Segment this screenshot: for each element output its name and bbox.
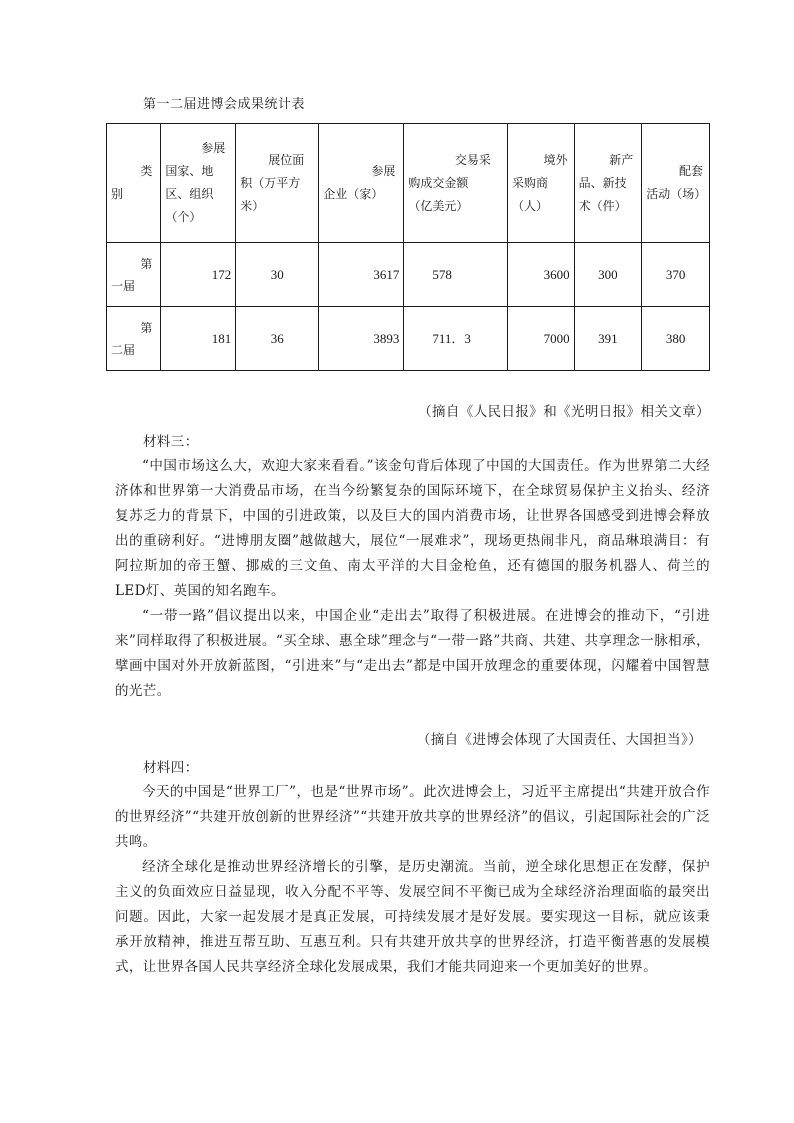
table-row [107, 307, 710, 371]
header-new-products: 新产 品、新技 术（件） [574, 124, 642, 243]
material3-body [115, 454, 710, 704]
header-buyers: 境外 采购商 （人） [507, 124, 574, 243]
table-cell: 3600 [507, 243, 574, 307]
header-countries: 参展 国家、地 区、组织 （个） [161, 124, 236, 243]
header-category [107, 124, 161, 243]
paragraph: “一带一路”倡议提出以来，中国企业“走出去”取得了积极进展。在进博会的推动下，“引进来”同样取得了积极进展。“买全球、惠全球”理念与“一带一路”共商、共建、共享理念一脉相承，擘画中国对外开放新蓝图，“引进来”与“走出去”都是中国开放理念的重要体现，闪耀着中国智慧的光芒。 [115, 608, 710, 699]
table-cell: 391 [574, 307, 642, 371]
table-cell: 36 [236, 307, 319, 371]
paragraph: 今天的中国是“世界工厂”，也是“世界市场”。此次进博会上，习近平主席提出“共建开放合作的世界经济”“共建开放创新的世界经济”“共建开放共享的世界经济”的倡议，引起国际社会的广泛共鸣。 [115, 784, 710, 850]
table-caption: 第一二届进博会成果统计表 [143, 97, 306, 112]
table-cell: 172 [161, 243, 236, 307]
table-header-row [107, 124, 710, 243]
source-note-1: （摘自《人民日报》和《光明日报》相关文章） [418, 404, 710, 420]
table-cell: 3893 [319, 307, 404, 371]
table-cell: 370 [642, 243, 710, 307]
paragraph: “中国市场这么大，欢迎大家来看看。”该金句背后体现了中国的大国责任。作为世界第二大经济体和世界第一大消费品市场，在当今纷繁复杂的国际环境下，在全球贸易保护主义抬头、经济复苏乏力的背景下，中国的引进政策，以及巨大的国内消费市场，让世界各国感受到进博会释放出的重磅利好。“进博朋友圈”越做越大，展位“一展难求”，现场更热闹非凡，商品琳琅满目：有阿拉斯加的帝王蟹、挪威的三文鱼、南太平洋的大目金枪鱼，还有德国的服务机器人、荷兰的LED灯、英国的知名跑车。 [115, 458, 710, 599]
source-note-2: （摘自《进博会体现了大国责任、大国担当》） [416, 732, 702, 748]
row-label: 第 一届 [107, 243, 161, 307]
results-table [106, 123, 710, 371]
table-cell: 3617 [319, 243, 404, 307]
table-cell: 300 [574, 243, 642, 307]
row-label: 第 二届 [107, 307, 161, 371]
material3-heading: 材料三： [143, 434, 199, 450]
table-cell: 7000 [507, 307, 574, 371]
header-activities: 配套 活动（场） [642, 124, 710, 243]
table-cell: 30 [236, 243, 319, 307]
table-cell: 181 [161, 307, 236, 371]
material4-body [115, 780, 710, 980]
header-deal-value: 交易采 购成交金额 （亿美元） [404, 124, 508, 243]
table-cell: 711．3 [404, 307, 508, 371]
header-category-line2: 别 [111, 187, 124, 201]
header-area: 展位面 积（万平方 米） [236, 124, 319, 243]
material4-heading: 材料四： [143, 760, 199, 776]
table-cell: 578 [404, 243, 508, 307]
header-enterprises: 参展 企业（家） [319, 124, 404, 243]
table-cell: 380 [642, 307, 710, 371]
header-category-line1: 类 [140, 164, 153, 178]
table-row [107, 243, 710, 307]
paragraph: 经济全球化是推动世界经济增长的引擎，是历史潮流。当前，逆全球化思想正在发酵，保护主义的负面效应日益显现，收入分配不平等、发展空间不平衡已成为全球经济治理面临的最突出问题。因此，大家一起发展才是真正发展，可持续发展才是好发展。要实现这一目标，就应该秉承开放精神，推进互帮互助、互惠互利。只有共建开放共享的世界经济，打造平衡普惠的发展模式，让世界各国人民共享经济全球化发展成果，我们才能共同迎来一个更加美好的世界。 [115, 859, 710, 975]
